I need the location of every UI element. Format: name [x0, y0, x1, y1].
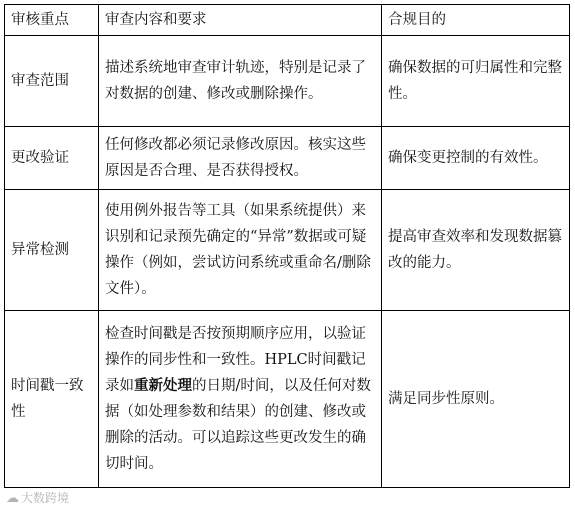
row-purpose: 满足同步性原则。 [382, 311, 570, 488]
row-content: 使用例外报告等工具（如果系统提供）来识别和记录预先确定的“异常”数据或可疑操作（例如，尝试访问系统或重命名/删除文件）。 [98, 190, 381, 311]
content-text-bold: 重新处理 [133, 377, 192, 394]
row-focus: 时间戳一致性 [5, 311, 99, 488]
watermark-logo-icon: ☁ [6, 491, 19, 506]
content-text-after: 的日期/时间，以及任何对数据（如处理参数和结果）的创建、修改或删除的活动。可以追踪这些更改发生的确切时间。 [104, 378, 371, 472]
row-purpose: 提高审查效率和发现数据篡改的能力。 [382, 190, 570, 311]
watermark [6, 489, 69, 506]
row-focus: 审查范围 [5, 36, 99, 127]
table-row [5, 127, 570, 190]
header-focus: 审核重点 [5, 5, 99, 36]
table-row [5, 190, 570, 311]
row-purpose: 确保数据的可归属性和完整性。 [382, 36, 570, 127]
row-focus: 异常检测 [5, 190, 99, 311]
table-header-row [5, 5, 570, 36]
row-purpose: 确保变更控制的有效性。 [382, 127, 570, 190]
row-content [98, 311, 381, 488]
audit-review-table [4, 4, 570, 488]
row-focus: 更改验证 [5, 127, 99, 190]
table-row [5, 36, 570, 127]
header-purpose: 合规目的 [382, 5, 570, 36]
row-content: 描述系统地审查审计轨迹，特别是记录了对数据的创建、修改或删除操作。 [98, 36, 381, 127]
header-content: 审查内容和要求 [98, 5, 381, 36]
content-text-before: 检查时间戳是否按预期顺序应用，以验证操作的同步性和一致性。HPLC时间戳记录如 [104, 326, 366, 394]
watermark-text: 大数跨境 [21, 491, 70, 505]
row-content: 任何修改都必须记录修改原因。核实这些原因是否合理、是否获得授权。 [98, 127, 381, 190]
table-row [5, 311, 570, 488]
